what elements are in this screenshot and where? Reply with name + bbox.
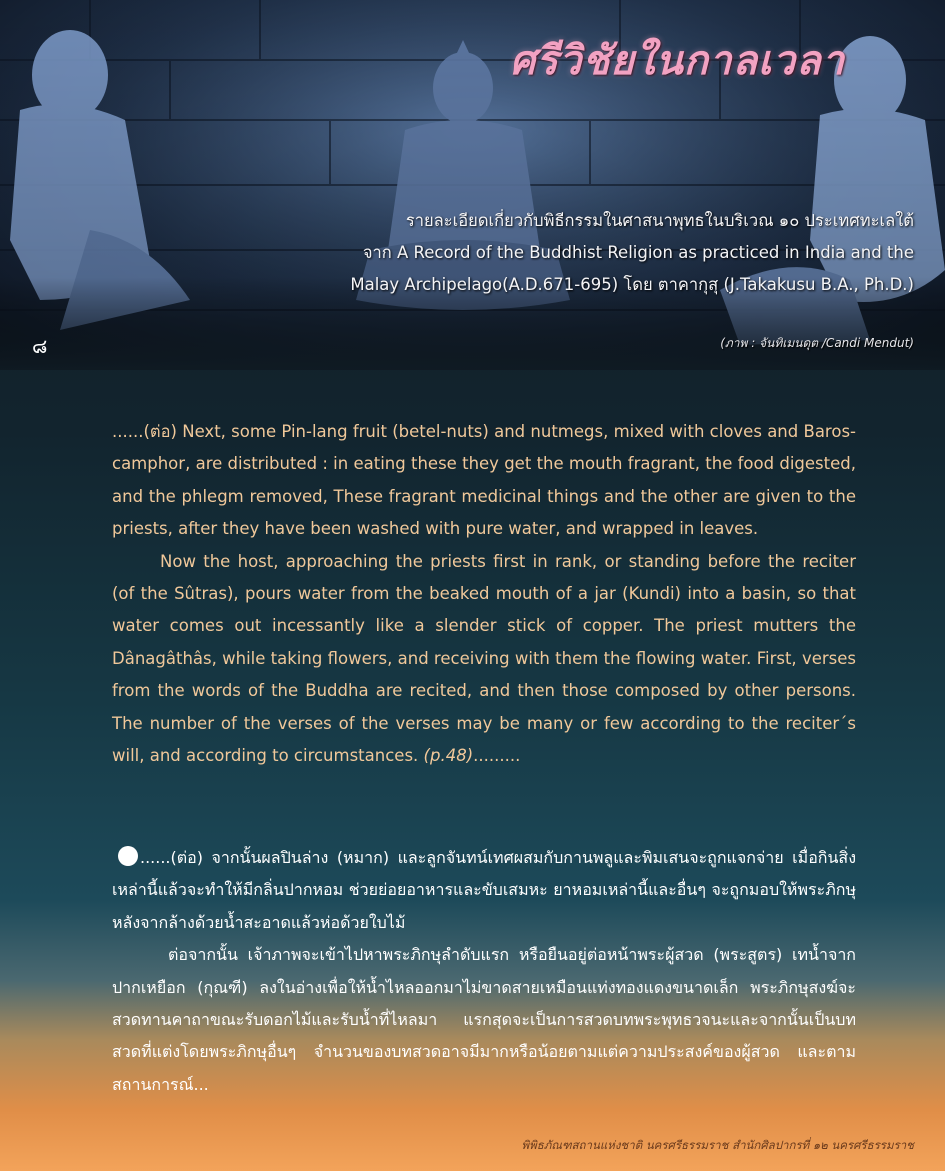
- ellipsis: .........: [473, 746, 521, 766]
- photo-credit: (ภาพ : จันทิเมนดุต /Candi Mendut): [720, 336, 914, 350]
- english-paragraph-2-text: Now the host, approaching the priests first in rank, or standing before the reciter (of the Sûtras), pours water from the beaked mouth of a jar (Kundi) into a basin, so that water comes out incessantly like a slender stick of copper. The priest mutters the Dânagâthâs, while taking flowers, and receiving with them the flowing water. First, verses from the words of the Buddha are recited, and then those composed by other persons. The number of the verses of the verses may be many or few according to the reciter´s will, and according to circumstances.: [112, 551, 856, 766]
- thai-paragraph-2: ต่อจากนั้น เจ้าภาพจะเข้าไปหาพระภิกษุลำดับแรก หรือยืนอยู่ต่อหน้าพระผู้สวด (พระสูตร) เทน้ำจากปากเหยือก (กุณฑี) ลงในอ่างเพื่อให้น้ำไหลออกมาไม่ขาดสายเหมือนแท่งทองแดงขนาดเล็ก พระภิกษุสงฆ์จะสวดทานคาถาขณะรับดอกไม้และรับน้ำที่ไหลมา แรกสุดจะเป็นการสวดบทพระพุทธวจนะและจากนั้นเป็นบทสวดที่แต่งโดยพระภิกษุอื่นๆ จำนวนของบทสวดอาจมีมากหรือน้อยตามแต่ความประสงค์ของผู้สวด และตามสถานการณ์...: [112, 945, 856, 1094]
- thai-paragraph-1: [112, 842, 856, 939]
- thai-paragraph-1-text: ......(ต่อ) จากนั้นผลปินล่าง (หมาก) และลูกจันทน์เทศผสมกับกานพลูและพิมเสนจะถูกแจกจ่าย เมื่อกินสิ่งเหล่านี้แล้วจะทำให้มีกลิ่นปากหอม ช่วยย่อยอาหารและขับเสมหะ ยาหอมเหล่านี้และอื่นๆ จะถูกมอบให้พระภิกษุหลังจากล้างด้วยน้ำสะอาดแล้วห่อด้วยใบไม้: [112, 848, 856, 932]
- subtitle-line: Malay Archipelago(A.D.671-695) โดย ตาคากุสุ (J.Takakusu B.A., Ph.D.): [350, 275, 914, 294]
- english-paragraph-2: [112, 546, 856, 773]
- subtitle-line: จาก A Record of the Buddhist Religion as practiced in India and the: [362, 243, 914, 262]
- banner-title: ศรีวิชัยในกาลเวลา: [510, 37, 846, 84]
- header-banner: [0, 0, 945, 370]
- banner-subtitle: [350, 205, 914, 301]
- english-passage: [112, 416, 856, 772]
- subtitle-line: รายละเอียดเกี่ยวกับพิธีกรรมในศาสนาพุทธในบริเวณ ๑๐ ประเทศทะเลใต้: [405, 211, 914, 230]
- english-paragraph-1: ......(ต่อ) Next, some Pin-lang fruit (betel-nuts) and nutmegs, mixed with cloves and Baros-camphor, are distributed : in eating these they get the mouth fragrant, the food digested, and the phlegm removed, These fragrant medicinal things and the other are given to the priests, after they have been washed with pure water, and wrapped in leaves.: [112, 422, 856, 539]
- page-reference: (p.48): [423, 746, 474, 766]
- bullet-icon: [118, 846, 138, 866]
- page-number: ๘: [32, 334, 48, 358]
- footer-credit: พิพิธภัณฑสถานแห่งชาติ นครศรีธรรมราช สำนักศิลปากรที่ ๑๒ นครศรีธรรมราช: [521, 1138, 914, 1152]
- thai-passage: [112, 842, 856, 1101]
